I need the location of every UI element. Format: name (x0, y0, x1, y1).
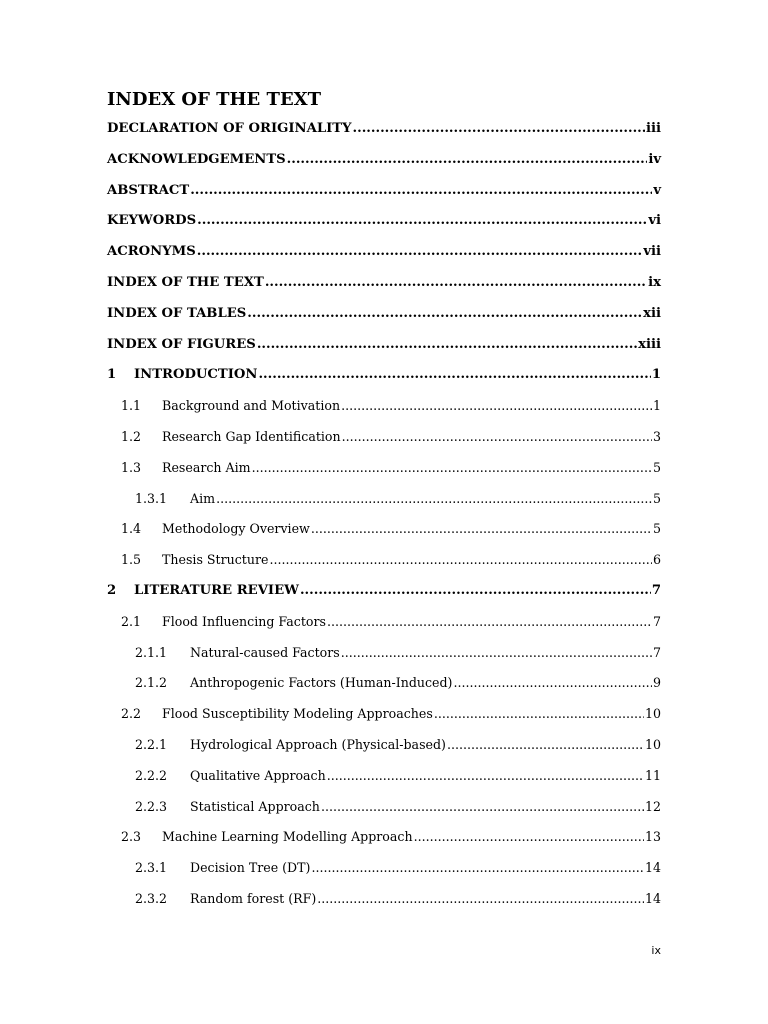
toc-dot-leader (287, 152, 648, 167)
toc-entry[interactable] (135, 645, 661, 665)
toc-entry-label: Statistical Approach (190, 798, 320, 814)
toc-entry[interactable] (121, 829, 661, 849)
toc-entry-page: vi (648, 213, 661, 229)
toc-dot-leader (321, 799, 644, 814)
toc-dot-leader (269, 552, 652, 567)
toc-dot-leader (353, 121, 645, 136)
toc-dot-leader (247, 306, 642, 321)
toc-entry-label: KEYWORDS (107, 213, 197, 229)
toc-entry-page: 10 (644, 737, 661, 752)
toc-entry[interactable] (121, 398, 661, 418)
toc-entry-page: 6 (652, 552, 661, 568)
toc-dot-leader (311, 521, 652, 536)
page-number-footer: ix (651, 944, 661, 957)
toc-entry-number: 2.3 (121, 829, 142, 845)
toc-entry-label: Qualitative Approach (190, 767, 326, 783)
toc-entry-number: 1.2 (121, 429, 142, 444)
toc-entry[interactable] (135, 491, 661, 511)
toc-entry-page: v (653, 182, 661, 198)
toc-entry[interactable] (107, 121, 661, 141)
toc-entry-page: 1 (651, 367, 661, 383)
toc-entry[interactable] (135, 860, 661, 880)
toc-dot-leader (190, 183, 652, 198)
toc-entry[interactable] (121, 552, 661, 572)
toc-entry-label: ABSTRACT (107, 182, 190, 198)
toc-entry-label: Aim (190, 490, 216, 506)
toc-dot-leader (197, 244, 643, 259)
toc-entry-number: 2.2.2 (135, 767, 168, 783)
toc-dot-leader (265, 275, 647, 290)
toc-entry-page: 5 (652, 490, 661, 506)
toc-entry-page: 14 (644, 891, 661, 906)
toc-entry-label: Anthropogenic Factors (Human-Induced) (190, 675, 453, 691)
toc-entry[interactable] (121, 460, 661, 480)
toc-entry[interactable] (135, 737, 661, 757)
toc-entry-number: 1.1 (121, 398, 142, 414)
toc-entry[interactable] (121, 706, 661, 726)
toc-dot-leader (216, 491, 652, 506)
toc-dot-leader (327, 768, 644, 783)
toc-entry-page: xii (643, 305, 661, 321)
toc-dot-leader (434, 706, 644, 721)
toc-entry-label: Decision Tree (DT) (190, 860, 311, 876)
toc-dot-leader (257, 337, 637, 352)
toc-entry-label: INTRODUCTION (134, 367, 258, 383)
toc-entry[interactable] (107, 337, 661, 357)
toc-entry[interactable] (121, 614, 661, 634)
toc-entry-label: Research Aim (162, 459, 251, 475)
toc-entry-number: 2.1.2 (135, 675, 168, 691)
toc-entry-page: 12 (644, 798, 661, 814)
page-title: INDEX OF THE TEXT (107, 89, 322, 110)
toc-entry[interactable] (107, 244, 661, 264)
toc-dot-leader (414, 829, 644, 844)
toc-entry-page: 14 (644, 860, 661, 876)
toc-entry-label: Thesis Structure (162, 552, 269, 568)
toc-entry-number: 2.3.2 (135, 891, 168, 906)
toc-entry-label: ACKNOWLEDGEMENTS (107, 151, 286, 167)
toc-entry-number: 1.4 (121, 521, 142, 537)
toc-entry-number: 1.3.1 (135, 490, 168, 506)
toc-entry-label: INDEX OF FIGURES (107, 336, 256, 352)
toc-entry-label: LITERATURE REVIEW (134, 583, 299, 598)
toc-entry-label: Natural-caused Factors (190, 644, 340, 660)
toc-entry-label: INDEX OF THE TEXT (107, 275, 264, 290)
toc-entry-label: Background and Motivation (162, 398, 341, 414)
toc-entry-page: iii (645, 121, 661, 136)
toc-entry-page: iv (648, 151, 661, 167)
toc-dot-leader (447, 737, 644, 752)
toc-dot-leader (311, 860, 643, 875)
toc-entry-label: ACRONYMS (107, 244, 196, 260)
toc-entry[interactable] (107, 583, 661, 603)
toc-entry[interactable] (107, 152, 661, 172)
toc-entry-number: 1 (107, 367, 117, 383)
toc-entry[interactable] (107, 367, 661, 387)
toc-entry-label: Flood Influencing Factors (162, 613, 326, 629)
toc-entry-page: 9 (652, 675, 661, 691)
toc-entry-label: Hydrological Approach (Physical-based) (190, 737, 446, 752)
toc-entry-label: Research Gap Identification (162, 429, 341, 444)
toc-entry[interactable] (135, 799, 661, 819)
toc-entry-number: 2.3.1 (135, 860, 168, 876)
toc-dot-leader (453, 675, 652, 690)
toc-entry-number: 2.1 (121, 613, 142, 629)
toc-dot-leader (341, 645, 652, 660)
toc-entry-page: 7 (651, 583, 661, 598)
toc-entry-page: 11 (644, 767, 661, 783)
toc-entry[interactable] (121, 521, 661, 541)
toc-dot-leader (300, 583, 651, 598)
toc-entry[interactable] (121, 429, 661, 449)
toc-dot-leader (327, 614, 652, 629)
toc-entry-label: Random forest (RF) (190, 891, 317, 906)
toc-entry[interactable] (107, 183, 661, 203)
toc-entry-number: 1.3 (121, 459, 142, 475)
toc-entry-page: 3 (652, 429, 661, 444)
toc-entry-page: 10 (644, 706, 661, 722)
toc-entry-page: vii (643, 244, 661, 260)
toc-entry-number: 2.1.1 (135, 644, 168, 660)
toc-dot-leader (342, 429, 652, 444)
toc-entry-page: ix (648, 275, 661, 290)
toc-entry[interactable] (135, 768, 661, 788)
toc-entry-number: 1.5 (121, 552, 142, 568)
toc-entry[interactable] (135, 675, 661, 695)
toc-entry-label: Methodology Overview (162, 521, 310, 537)
toc-entry-page: 13 (644, 829, 661, 845)
toc-entry[interactable] (107, 306, 661, 326)
toc-entry-number: 2 (107, 583, 117, 598)
toc-entry[interactable] (107, 213, 661, 233)
toc-entry-page: 7 (652, 644, 661, 660)
toc-entry-page: xiii (638, 336, 661, 352)
toc-entry-label: Flood Susceptibility Modeling Approaches (162, 706, 433, 722)
toc-entry-page: 1 (652, 398, 661, 414)
toc-entry-label: Machine Learning Modelling Approach (162, 829, 413, 845)
toc-entry[interactable] (107, 275, 661, 295)
toc-entry-number: 2.2.3 (135, 798, 168, 814)
toc-dot-leader (197, 213, 647, 228)
toc-entry-label: DECLARATION OF ORIGINALITY (107, 121, 352, 136)
toc-entry-page: 7 (652, 613, 661, 629)
toc-entry-page: 5 (652, 521, 661, 537)
toc-entry[interactable] (135, 891, 661, 911)
toc-entry-number: 2.2 (121, 706, 142, 722)
toc-entry-page: 5 (652, 459, 661, 475)
toc-dot-leader (317, 891, 644, 906)
toc-entry-label: INDEX OF TABLES (107, 305, 247, 321)
toc-dot-leader (252, 460, 652, 475)
toc-entry-number: 2.2.1 (135, 737, 168, 752)
toc-dot-leader (258, 367, 650, 382)
toc-dot-leader (341, 398, 652, 413)
